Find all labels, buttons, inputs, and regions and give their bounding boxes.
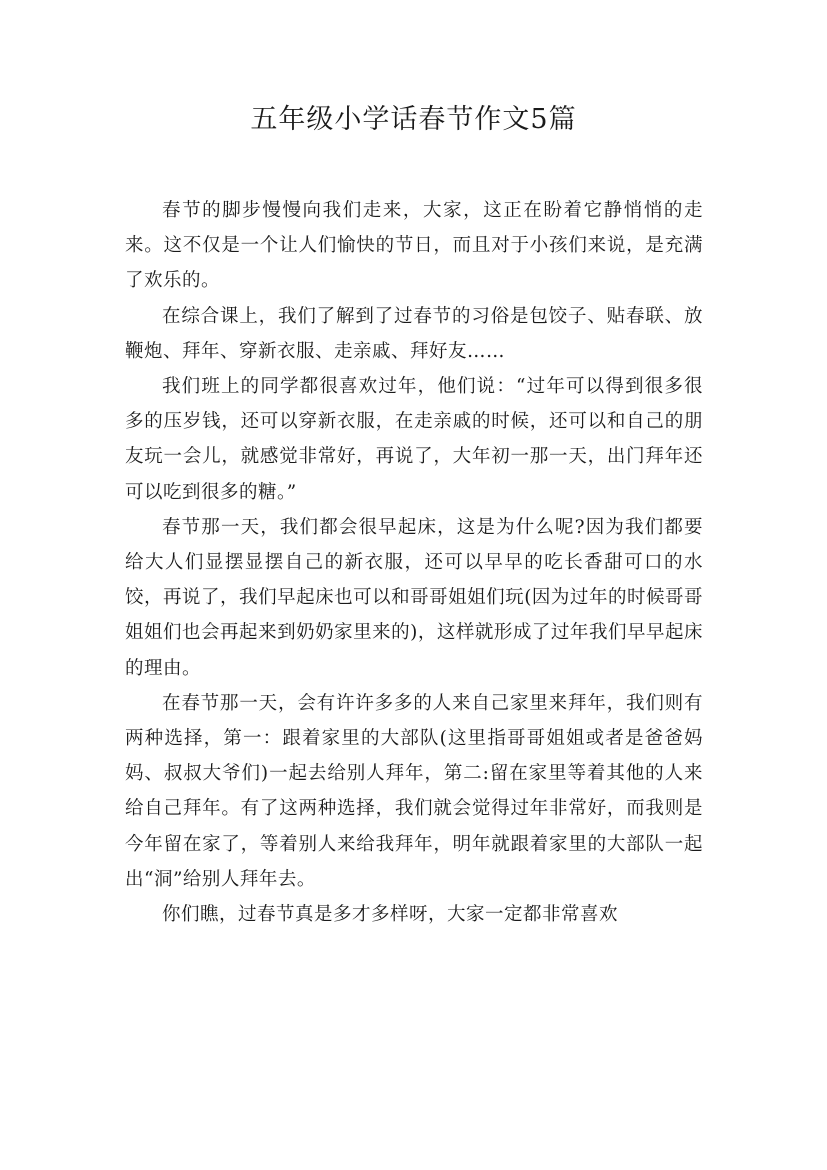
paragraph-5: 在春节那一天，会有许许多多的人来自己家里来拜年，我们则有两种选择，第一：跟着家里的大部队(这里指哥哥姐姐或者是爸爸妈妈、叔叔大爷们)一起去给别人拜年，第二:留在家里等着其他的人来给自己拜年。有了这两种选择，我们就会觉得过年非常好，而我则是今年留在家了，等着别人来给我拜年，明年就跟着家里的大部队一起出“洞”给别人拜年去。 (125, 692, 703, 890)
paragraph-3: 我们班上的同学都很喜欢过年，他们说：“过年可以得到很多很多的压岁钱，还可以穿新衣服，在走亲戚的时候，还可以和自己的朋友玩一会儿，就感觉非常好，再说了，大年初一那一天，出门拜年还可以吃到很多的糖。” (125, 376, 703, 503)
paragraph-2: 在综合课上，我们了解到了过春节的习俗是包饺子、贴春联、放鞭炮、拜年、穿新衣服、走亲戚、拜好友…… (125, 305, 703, 362)
paragraph-6: 你们瞧，过春节真是多才多样呀，大家一定都非常喜欢 (162, 904, 619, 926)
document-body (125, 193, 703, 932)
paragraph-4: 春节那一天，我们都会很早起床，这是为什么呢?因为我们都要给大人们显摆显摆自己的新衣服，还可以早早的吃长香甜可口的水饺，再说了，我们早起床也可以和哥哥姐姐们玩(因为过年的时候哥哥姐姐们也会再起来到奶奶家里来的)，这样就形成了过年我们早早起床的理由。 (125, 516, 703, 679)
document-title: 五年级小学话春节作文5篇 (250, 104, 577, 135)
paragraph-1: 春节的脚步慢慢向我们走来，大家，这正在盼着它静悄悄的走来。这不仅是一个让人们愉快的节日，而且对于小孩们来说，是充满了欢乐的。 (125, 200, 703, 292)
